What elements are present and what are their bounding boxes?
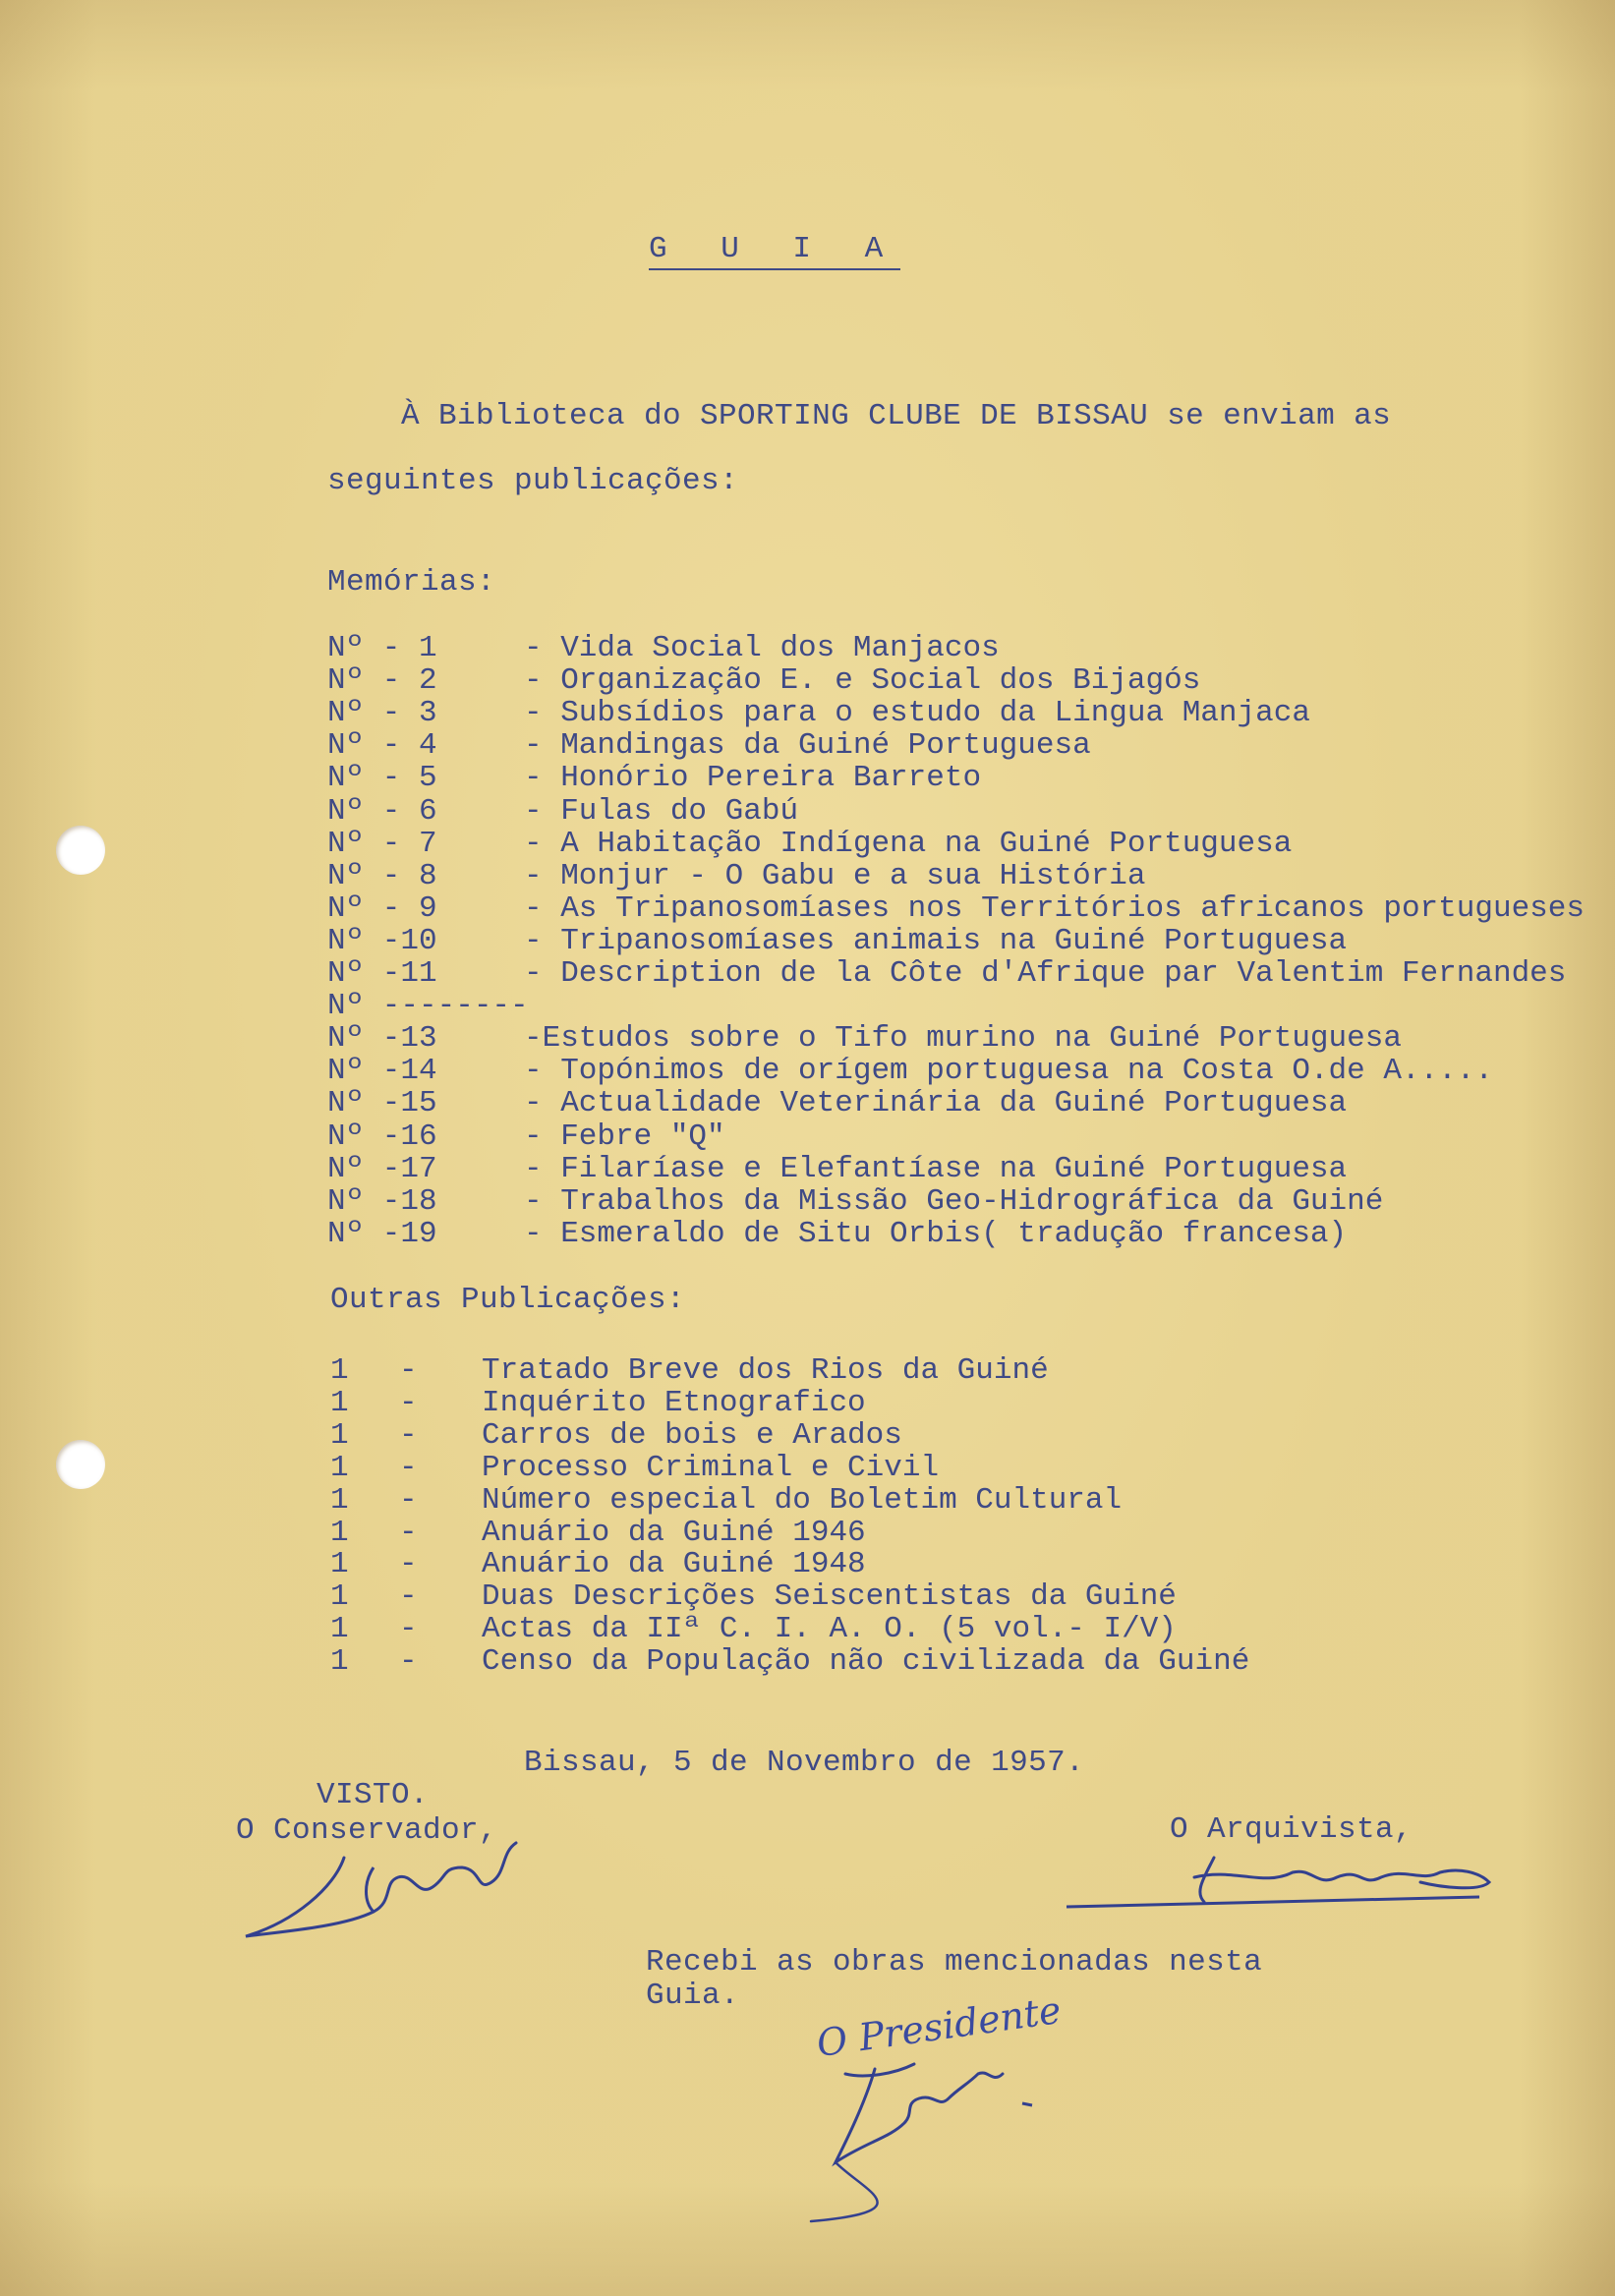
memoria-title: - Honório Pereira Barreto [524, 761, 982, 796]
memoria-item [327, 1055, 1493, 1087]
memoria-item [327, 1087, 1347, 1119]
memoria-number: Nº -13 [327, 1021, 437, 1057]
publicacao-title: Número especial do Boletim Cultural [482, 1482, 1123, 1518]
dash: - [399, 1644, 418, 1680]
dash: - [399, 1450, 418, 1485]
memoria-number: Nº - 3 [327, 696, 437, 731]
memoria-item [327, 762, 981, 794]
conservador-signature [226, 1828, 521, 1956]
visto-label: VISTO. [317, 1778, 430, 1812]
memoria-title: - Febre "Q" [524, 1119, 725, 1154]
memoria-title: - Monjur - O Gabu e a sua História [524, 858, 1146, 893]
memoria-number: Nº - 7 [327, 826, 437, 861]
presidente-handwritten: O Presidente [814, 1987, 1065, 2066]
quantity: 1 [330, 1515, 349, 1550]
memoria-item [327, 1218, 1347, 1250]
dash: - [399, 1547, 418, 1582]
outra-publicacao-item [330, 1484, 1122, 1517]
punch-hole [56, 826, 105, 875]
memoria-number: Nº - 5 [327, 761, 437, 796]
outra-publicacao-item [330, 1548, 866, 1580]
publicacao-title: Tratado Breve dos Rios da Guiné [482, 1353, 1049, 1388]
outra-publicacao-item [330, 1419, 902, 1452]
outra-publicacao-item [330, 1387, 866, 1419]
memoria-item [327, 892, 1585, 925]
publicacao-title: Anuário da Guiné 1946 [482, 1515, 866, 1550]
memoria-title: - Filaríase e Elefantíase na Guiné Portuguesa [524, 1151, 1348, 1186]
recebi-line-1: Recebi as obras mencionadas nesta [646, 1945, 1263, 1980]
memoria-number: Nº - 6 [327, 793, 437, 829]
arquivista-signature [1067, 1848, 1499, 1926]
memoria-title: - Subsídios para o estudo da Lingua Manjaca [524, 696, 1310, 731]
publicacao-title: Inquérito Etnografico [482, 1385, 866, 1420]
memoria-item [327, 1153, 1347, 1185]
memoria-number: Nº -16 [327, 1119, 437, 1154]
dash: - [399, 1417, 418, 1453]
memoria-item [327, 925, 1347, 957]
memoria-number: Nº - 8 [327, 858, 437, 893]
memoria-item [327, 697, 1310, 729]
memoria-number: Nº -10 [327, 923, 437, 958]
memoria-title: - Organização E. e Social dos Bijagós [524, 663, 1201, 699]
memoria-item [327, 664, 1200, 697]
memoria-number: Nº - 9 [327, 890, 437, 926]
memoria-number: Nº -------- [327, 989, 529, 1024]
outra-publicacao-item [330, 1580, 1177, 1613]
memoria-title: - Mandingas da Guiné Portuguesa [524, 728, 1091, 764]
memoria-item [327, 1022, 1402, 1055]
memoria-title: - Trabalhos da Missão Geo-Hidrográfica da Guiné [524, 1183, 1384, 1219]
memoria-number: Nº -17 [327, 1151, 437, 1186]
quantity: 1 [330, 1450, 349, 1485]
quantity: 1 [330, 1644, 349, 1680]
memoria-number: Nº - 4 [327, 728, 437, 764]
memoria-title: - A Habitação Indígena na Guiné Portuguesa [524, 826, 1293, 861]
memoria-title: - Topónimos de orígem portuguesa na Costa O.de A..... [524, 1054, 1493, 1089]
memoria-number: Nº -18 [327, 1183, 437, 1219]
memoria-number: Nº - 1 [327, 631, 437, 665]
intro-line-2: seguintes publicações: [327, 464, 739, 498]
dash: - [399, 1482, 418, 1518]
publicacao-title: Actas da IIª C. I. A. O. (5 vol.- I/V) [482, 1612, 1177, 1647]
outra-publicacao-item [330, 1613, 1177, 1645]
document-title: G U I A [649, 232, 900, 270]
dash: - [399, 1385, 418, 1420]
memoria-title: - Tripanosomíases animais na Guiné Portuguesa [524, 923, 1348, 958]
outra-publicacao-item [330, 1354, 1049, 1387]
punch-hole [56, 1440, 105, 1489]
outra-publicacao-item [330, 1517, 866, 1549]
quantity: 1 [330, 1353, 349, 1388]
publicacao-title: Processo Criminal e Civil [482, 1450, 940, 1485]
memoria-number: Nº -19 [327, 1216, 437, 1251]
memoria-item [327, 860, 1146, 892]
memoria-item [327, 729, 1091, 762]
quantity: 1 [330, 1417, 349, 1453]
memoria-number: Nº -15 [327, 1086, 437, 1121]
quantity: 1 [330, 1482, 349, 1518]
quantity: 1 [330, 1385, 349, 1420]
memorias-heading: Memórias: [327, 565, 496, 600]
quantity: 1 [330, 1547, 349, 1582]
quantity: 1 [330, 1579, 349, 1615]
memoria-title: - Description de la Côte d'Afrique par Valentim Fernandes [524, 956, 1567, 991]
memoria-number: Nº -14 [327, 1054, 437, 1089]
outra-publicacao-item [330, 1645, 1249, 1678]
memoria-item [327, 828, 1292, 860]
dash: - [399, 1353, 418, 1388]
conservador-label: O Conservador, [236, 1813, 498, 1848]
memoria-item [327, 957, 1566, 990]
memoria-title: - Fulas do Gabú [524, 793, 799, 829]
memoria-title: - As Tripanosomíases nos Territórios africanos portugueses [524, 890, 1585, 926]
memoria-number: Nº -11 [327, 956, 437, 991]
memoria-title: - Vida Social dos Manjacos [524, 631, 1000, 665]
date-line: Bissau, 5 de Novembro de 1957. [524, 1746, 1085, 1780]
memoria-title: -Estudos sobre o Tifo murino na Guiné Portuguesa [524, 1021, 1402, 1057]
memoria-number: Nº - 2 [327, 663, 437, 699]
memoria-item [327, 989, 529, 1024]
intro-line-1: À Biblioteca do SPORTING CLUBE DE BISSAU se enviam as [401, 399, 1392, 433]
publicacao-title: Carros de bois e Arados [482, 1417, 902, 1453]
memoria-item [327, 795, 798, 828]
memoria-title: - Esmeraldo de Situ Orbis( tradução francesa) [524, 1216, 1348, 1251]
publicacao-title: Censo da População não civilizada da Guiné [482, 1644, 1250, 1680]
outra-publicacao-item [330, 1452, 939, 1484]
publicacao-title: Anuário da Guiné 1948 [482, 1547, 866, 1582]
outras-heading: Outras Publicações: [330, 1283, 686, 1317]
memoria-item [327, 1120, 725, 1153]
presidente-signature [806, 2044, 1071, 2231]
dash: - [399, 1515, 418, 1550]
quantity: 1 [330, 1612, 349, 1647]
memoria-item [327, 632, 1000, 664]
memoria-item [327, 1185, 1383, 1218]
publicacao-title: Duas Descrições Seiscentistas da Guiné [482, 1579, 1177, 1615]
recebi-line-2: Guia. [646, 1979, 740, 2013]
dash: - [399, 1612, 418, 1647]
arquivista-label: O Arquivista, [1170, 1812, 1413, 1847]
memoria-title: - Actualidade Veterinária da Guiné Portuguesa [524, 1086, 1348, 1121]
dash: - [399, 1579, 418, 1615]
